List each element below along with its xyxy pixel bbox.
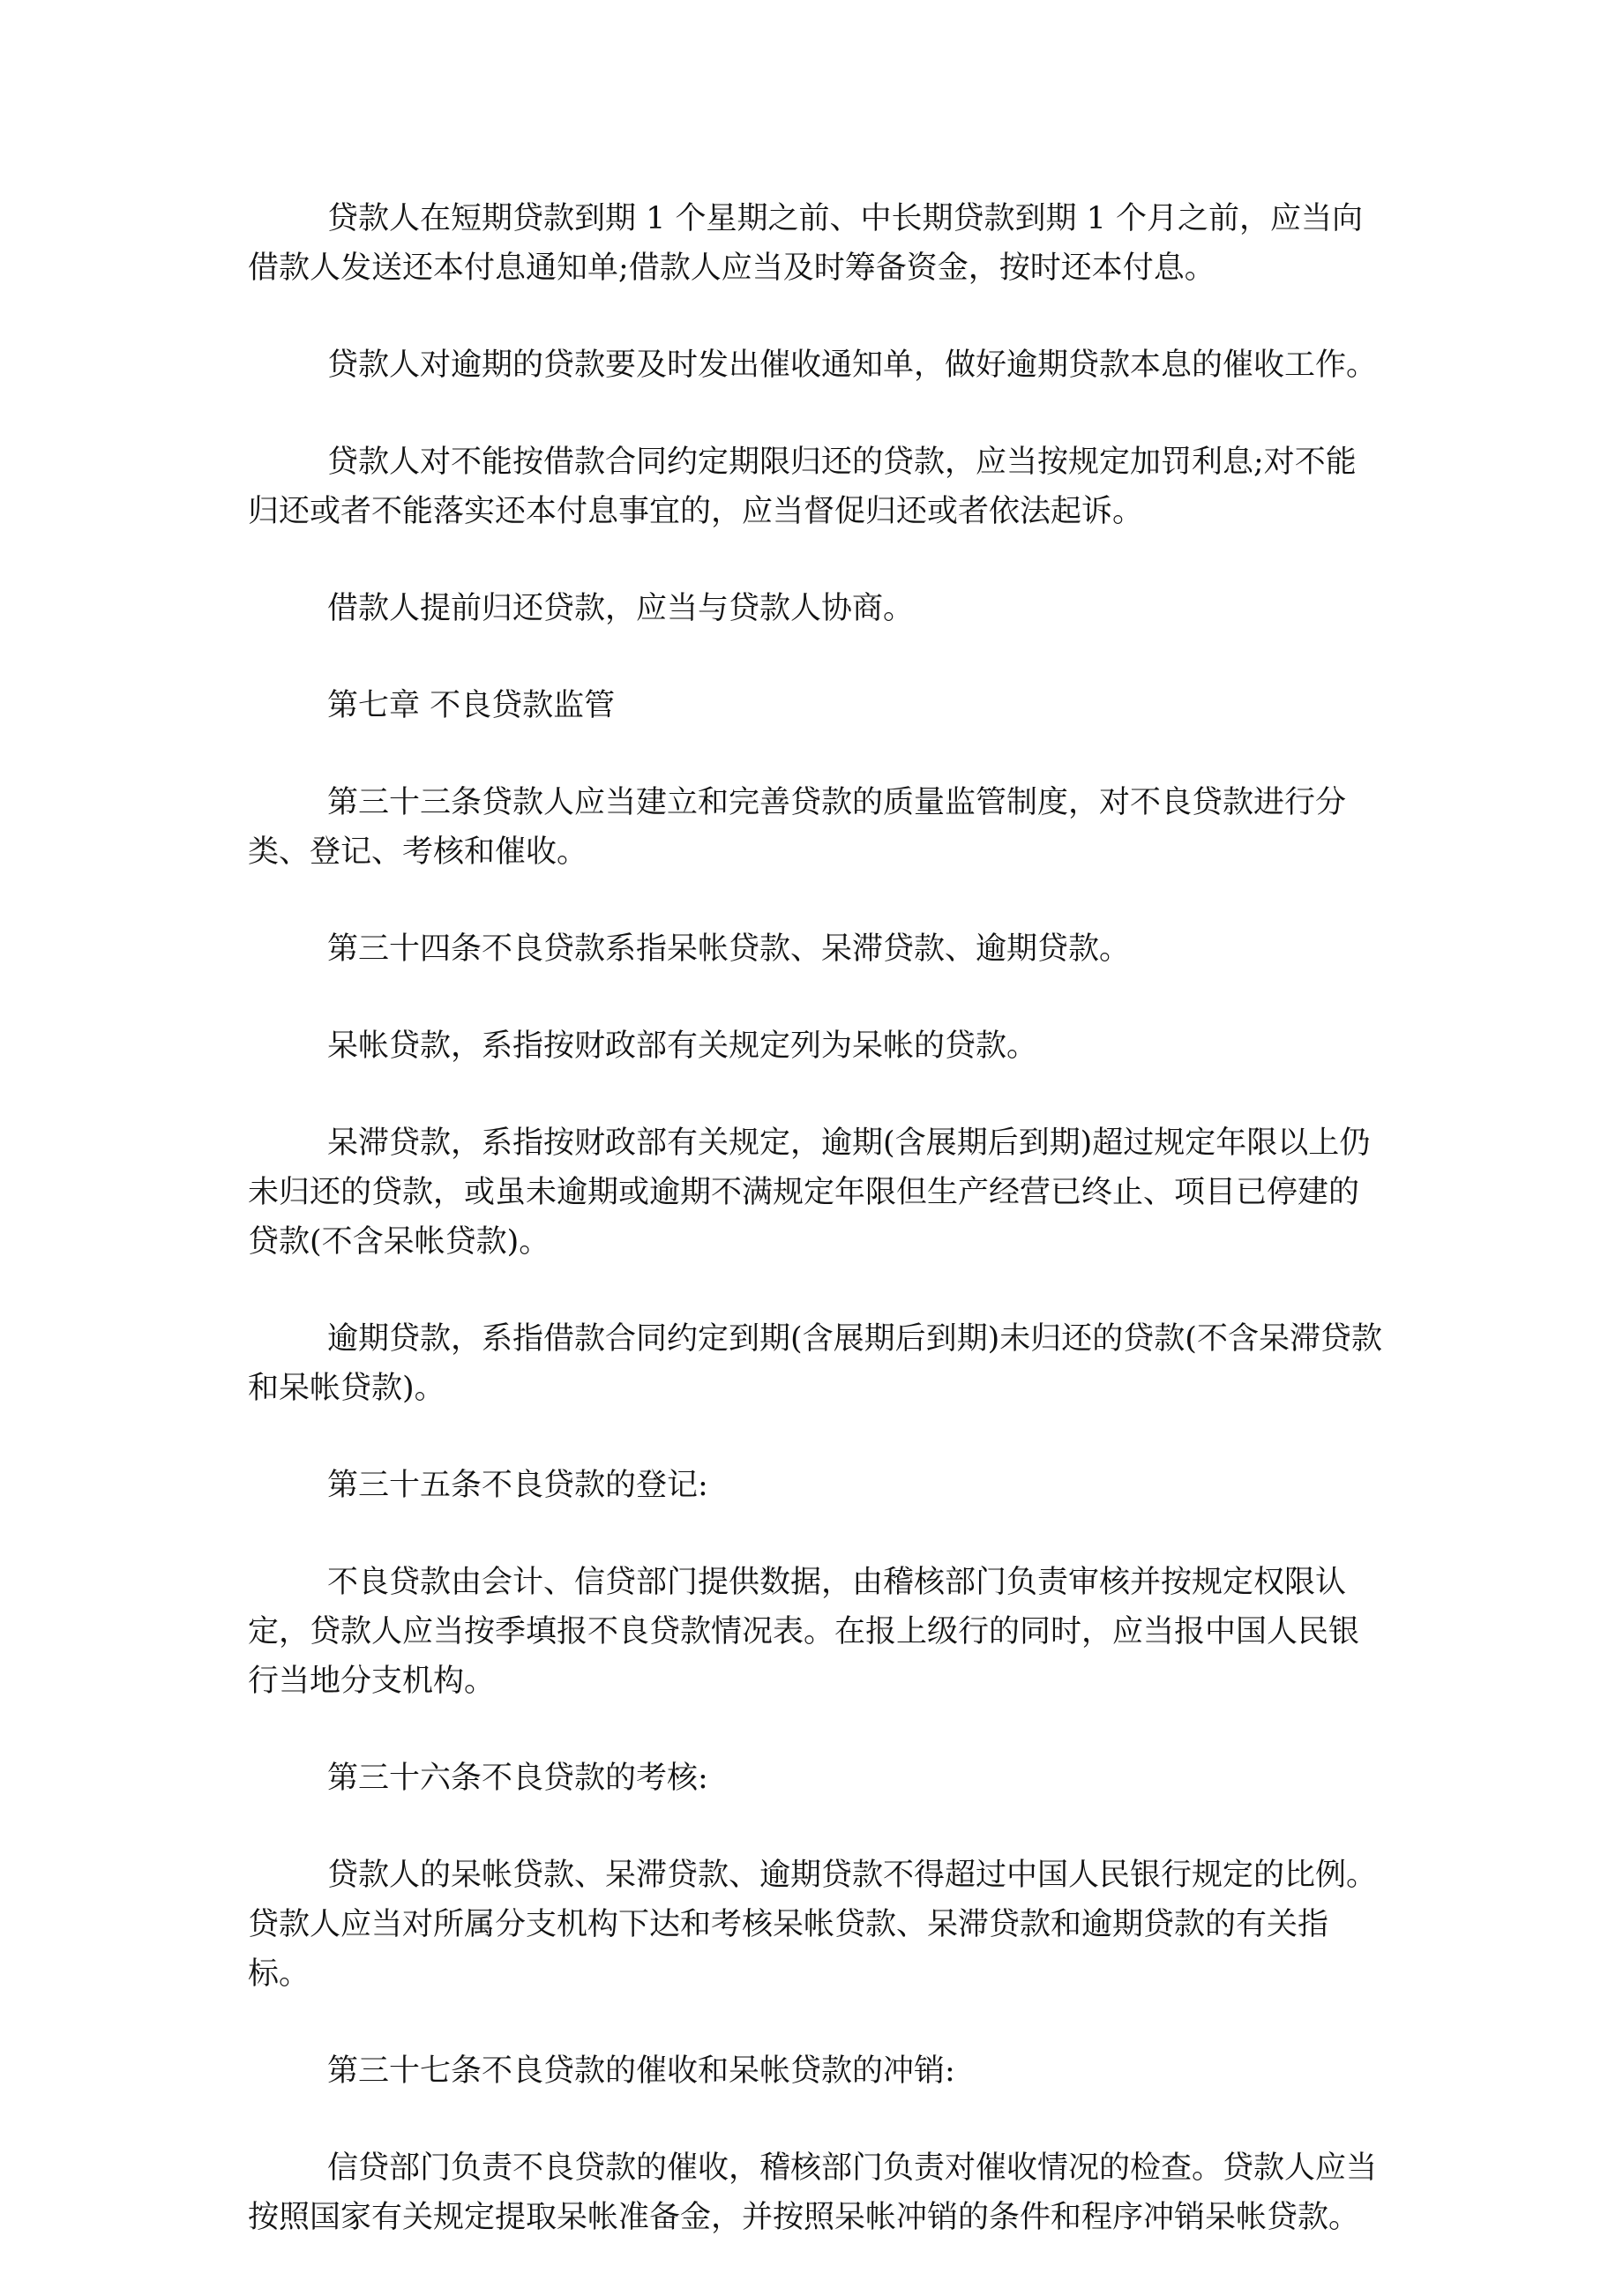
paragraph-assessment: 贷款人的呆帐贷款、呆滞贷款、逾期贷款不得超过中国人民银行规定的比例。贷款人应当对所属分支机构下达和考核呆帐贷款、呆滞贷款和逾期贷款的有关指标。 [248,1858,1378,1992]
paragraph-registration: 不良贷款由会计、信贷部门提供数据，由稽核部门负责审核并按规定权限认定，贷款人应当按季填报不良贷款情况表。在报上级行的同时，应当报中国人民银行当地分支机构。 [248,1565,1360,1699]
paragraph-overdue-loan-definition: 逾期贷款，系指借款合同约定到期(含展期后到期)未归还的贷款(不含呆滞贷款和呆帐贷款)。 [248,1321,1382,1406]
article-34: 第三十四条不良贷款系指呆帐贷款、呆滞贷款、逾期贷款。 [327,931,1131,967]
chapter-heading: 第七章 不良贷款监管 [327,688,616,723]
document-body [248,194,1386,2290]
paragraph-bad-debt-definition: 呆帐贷款，系指按财政部有关规定列为呆帐的贷款。 [327,1028,1038,1064]
article-35: 第三十五条不良贷款的登记: [327,1468,708,1503]
paragraph-overdue-collection: 贷款人对逾期的贷款要及时发出催收通知单，做好逾期贷款本息的催收工作。 [327,348,1378,383]
paragraph-stagnant-loan-definition: 呆滞贷款，系指按财政部有关规定，逾期(含展期后到期)超过规定年限以上仍未归还的贷款，或虽未逾期或逾期不满规定年限但生产经营已终止、项目已停建的贷款(不含呆帐贷款)。 [248,1126,1371,1260]
paragraph-write-off: 信贷部门负责不良贷款的催收，稽核部门负责对催收情况的检查。贷款人应当按照国家有关规定提取呆帐准备金，并按照呆帐冲销的条件和程序冲销呆帐贷款。 [248,2150,1378,2235]
article-37: 第三十七条不良贷款的催收和呆帐贷款的冲销: [327,2053,955,2089]
paragraph-early-repayment: 借款人提前归还贷款，应当与贷款人协商。 [327,591,915,626]
paragraph-repayment-notice: 贷款人在短期贷款到期 1 个星期之前、中长期贷款到期 1 个月之前，应当向借款人发送还本付息通知单;借款人应当及时筹备资金，按时还本付息。 [248,201,1364,286]
article-33: 第三十三条贷款人应当建立和完善贷款的质量监管制度，对不良贷款进行分类、登记、考核和催收。 [248,785,1347,870]
article-36: 第三十六条不良贷款的考核: [327,1761,708,1796]
paragraph-penalty-interest: 贷款人对不能按借款合同约定期限归还的贷款，应当按规定加罚利息;对不能归还或者不能落实还本付息事宜的，应当督促归还或者依法起诉。 [248,445,1357,529]
